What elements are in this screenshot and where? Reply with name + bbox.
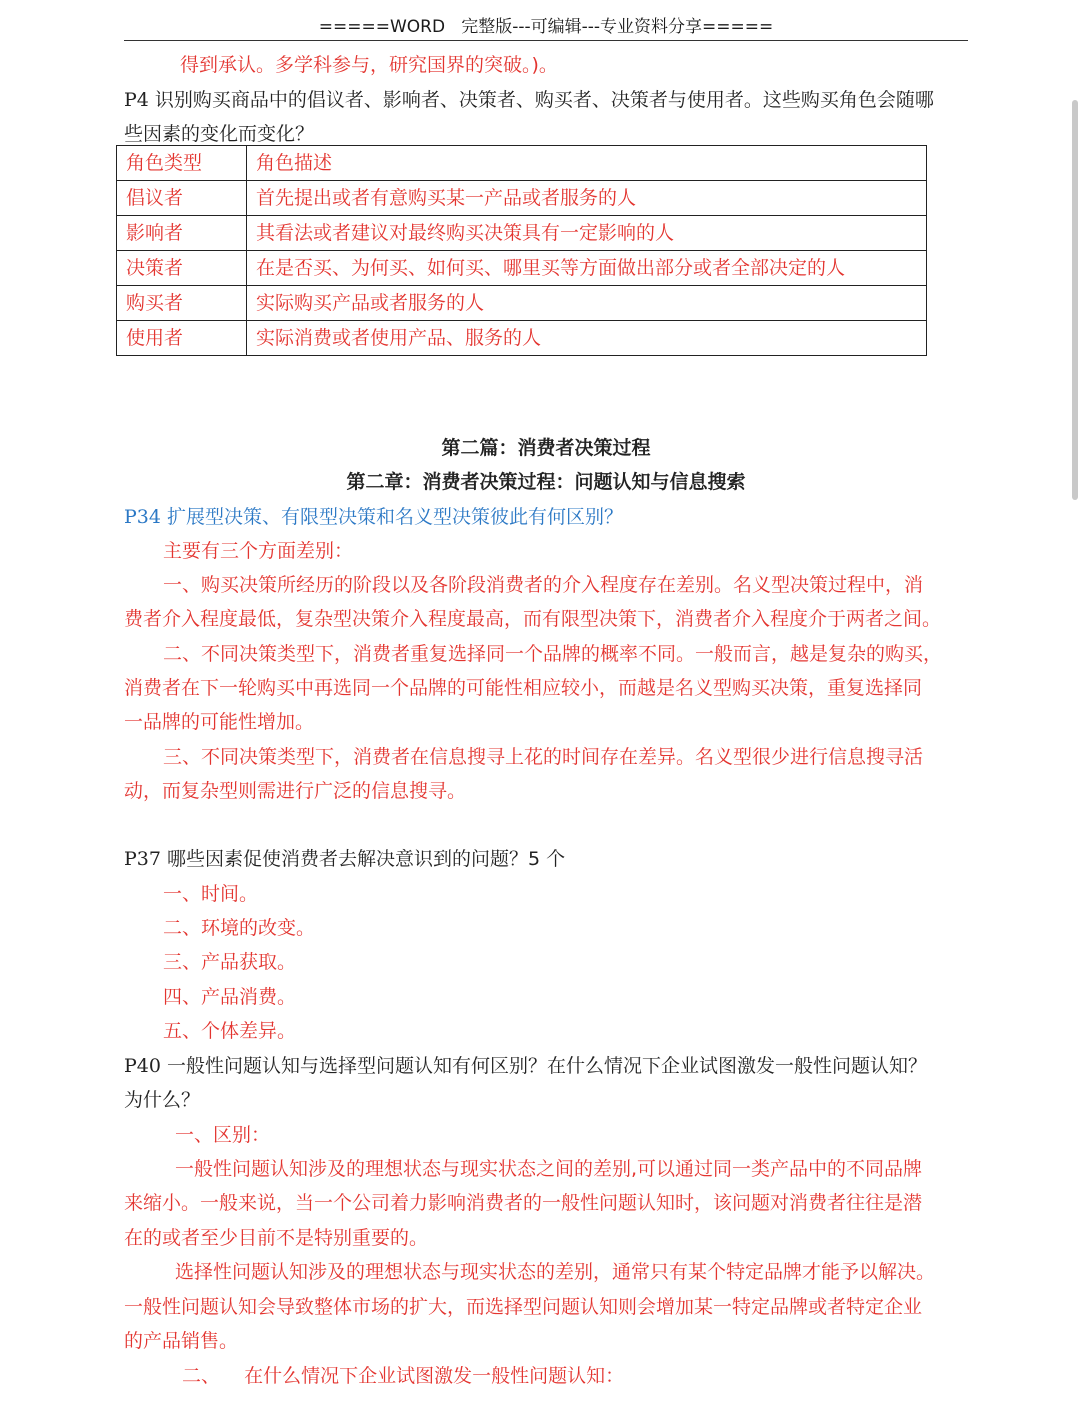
answer-line: 的产品销售。 xyxy=(124,1330,239,1352)
list-item: 四、产品消费。 xyxy=(163,986,297,1008)
part-title: 第二篇：消费者决策过程 xyxy=(441,437,651,459)
answer-line: 动，而复杂型则需进行广泛的信息搜寻。 xyxy=(124,780,467,802)
page-header: =====WORD 完整版---可编辑---专业资料分享===== xyxy=(124,14,968,41)
role-description: 在是否买、为何买、如何买、哪里买等方面做出部分或者全部决定的人 xyxy=(247,251,927,286)
answer-line: 一般性问题认知会导致整体市场的扩大，而选择型问题认知则会增加某一特定品牌或者特定企业 xyxy=(124,1296,923,1318)
answer-line: 费者介入程度最低，复杂型决策介入程度最高，而有限型决策下，消费者介入程度介于两者之间。 xyxy=(124,608,942,630)
question-p4-line2: 些因素的变化而变化？ xyxy=(124,123,315,145)
page-ref: P40 xyxy=(124,1055,161,1077)
question-text: 一般性问题认知与选择型问题认知有何区别？在什么情况下企业试图激发一般性问题认知？ xyxy=(160,1055,928,1077)
role-name: 使用者 xyxy=(117,321,247,356)
question-p37 xyxy=(124,842,565,876)
table-row xyxy=(117,251,927,286)
role-description: 实际消费或者使用产品、服务的人 xyxy=(247,321,927,356)
question-text: 识别购买商品中的倡议者、影响者、决策者、购买者、决策者与使用者。这些购买角色会随哪 xyxy=(148,89,934,111)
chapter-title: 第二章：消费者决策过程：问题认知与信息搜索 xyxy=(346,471,746,493)
role-name: 购买者 xyxy=(117,286,247,321)
scrollbar[interactable] xyxy=(1072,100,1078,500)
page-ref: P37 xyxy=(124,848,161,870)
list-item: 五、个体差异。 xyxy=(163,1020,297,1042)
answer-line: 一品牌的可能性增加。 xyxy=(124,711,315,733)
question-text: 扩展型决策、有限型决策和名义型决策彼此有何区别？ xyxy=(160,506,624,528)
role-name: 影响者 xyxy=(117,216,247,251)
answer-line: 二、不同决策类型下，消费者重复选择同一个品牌的概率不同。一般而言，越是复杂的购买， xyxy=(163,643,943,665)
page-ref: P4 xyxy=(124,89,149,111)
answer-line: 一般性问题认知涉及的理想状态与现实状态之间的差别,可以通过同一类产品中的不同品牌 xyxy=(175,1158,923,1180)
role-description: 实际购买产品或者服务的人 xyxy=(247,286,927,321)
role-name: 倡议者 xyxy=(117,181,247,216)
page-ref: P34 xyxy=(124,506,161,528)
table-header-cell: 角色类型 xyxy=(117,146,247,181)
table-header-cell: 角色描述 xyxy=(247,146,927,181)
list-item: 三、产品获取。 xyxy=(163,951,297,973)
table-row xyxy=(117,216,927,251)
role-name: 决策者 xyxy=(117,251,247,286)
answer-line: 在的或者至少目前不是特别重要的。 xyxy=(124,1227,429,1249)
answer-line: 来缩小。一般来说，当一个公司着力影响消费者的一般性问题认知时，该问题对消费者往往是潜 xyxy=(124,1192,923,1214)
roles-table xyxy=(116,145,927,356)
list-item: 一、时间。 xyxy=(163,883,259,905)
role-description: 其看法或者建议对最终购买决策具有一定影响的人 xyxy=(247,216,927,251)
question-p34 xyxy=(124,500,623,534)
subheading: 一、区别： xyxy=(175,1124,271,1146)
table-row xyxy=(117,181,927,216)
continuation-line: 得到承认。多学科参与，研究国界的突破。)。 xyxy=(180,54,558,76)
table-row xyxy=(117,286,927,321)
answer-line: 一、购买决策所经历的阶段以及各阶段消费者的介入程度存在差别。名义型决策过程中，消 xyxy=(163,574,924,596)
question-p40-line1 xyxy=(124,1049,927,1083)
question-p40-line2: 为什么？ xyxy=(124,1089,201,1111)
subheading: 二、 在什么情况下企业试图激发一般性问题认知： xyxy=(182,1365,625,1387)
question-p4-line1 xyxy=(124,83,934,117)
answer-line: 消费者在下一轮购买中再选同一个品牌的可能性相应较小，而越是名义型购买决策，重复选择同 xyxy=(124,677,923,699)
answer-line: 主要有三个方面差别： xyxy=(163,540,354,562)
table-row xyxy=(117,321,927,356)
question-text: 哪些因素促使消费者去解决意识到的问题？5 个 xyxy=(160,848,566,870)
role-description: 首先提出或者有意购买某一产品或者服务的人 xyxy=(247,181,927,216)
answer-line: 三、不同决策类型下，消费者在信息搜寻上花的时间存在差异。名义型很少进行信息搜寻活 xyxy=(163,746,924,768)
answer-line: 选择性问题认知涉及的理想状态与现实状态的差别，通常只有某个特定品牌才能予以解决。 xyxy=(175,1261,936,1283)
table-header-row xyxy=(117,146,927,181)
list-item: 二、环境的改变。 xyxy=(163,917,316,939)
